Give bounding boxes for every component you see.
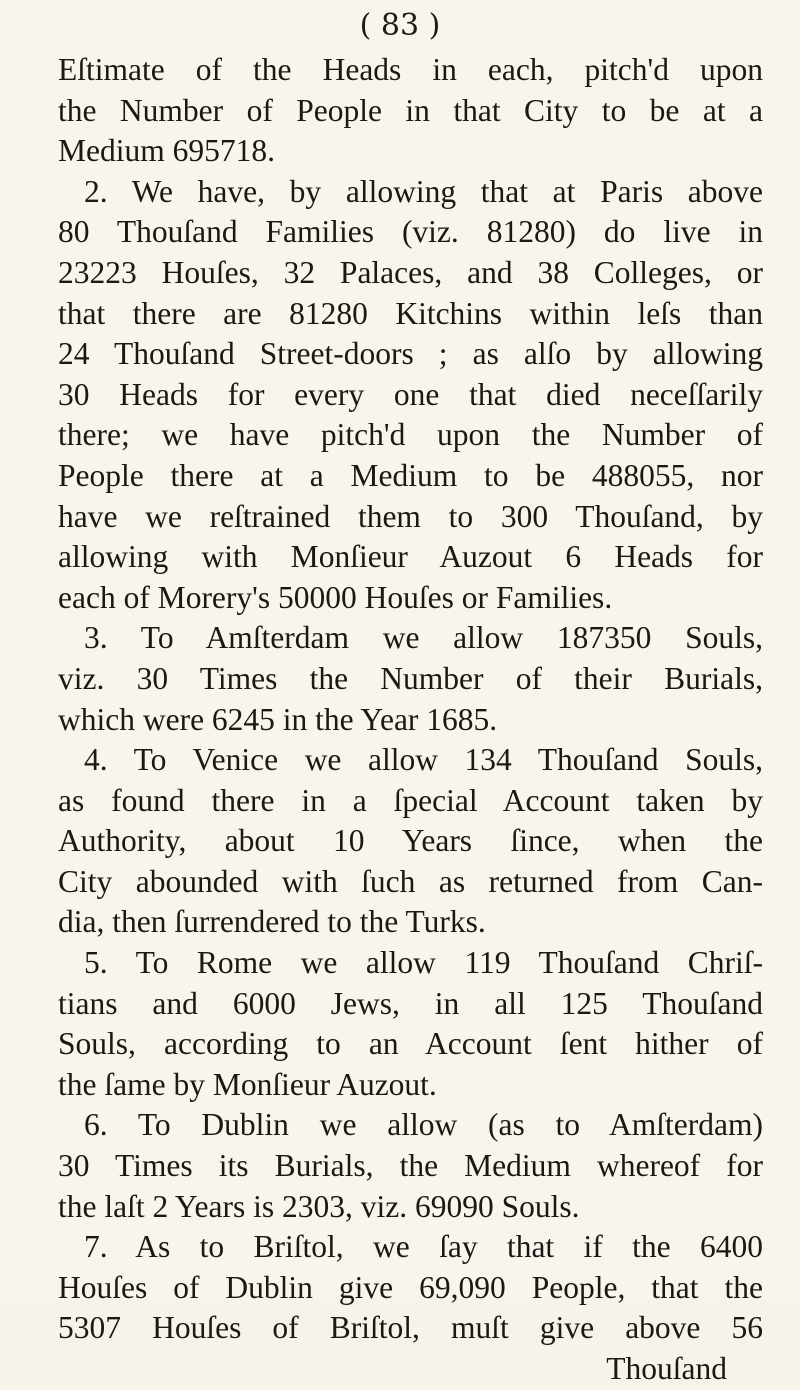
- text-line: there; we have pitch'd upon the Number of: [58, 417, 763, 453]
- text-line: 3. To Amſterdam we allow 187350 Souls,: [84, 620, 763, 656]
- text-line: Eſtimate of the Heads in each, pitch'd upon: [58, 52, 763, 87]
- text-line: Medium 695718.: [58, 133, 275, 169]
- text-line: People there at a Medium to be 488055, nor: [58, 457, 763, 493]
- text-line: the laſt 2 Years is 2303, viz. 69090 Souls.: [58, 1188, 580, 1224]
- text-line: City abounded with ſuch as returned from Can-: [58, 863, 763, 899]
- text-line: 24 Thouſand Street-doors ; as alſo by allowing: [58, 336, 763, 372]
- text-line: the ſame by Monſieur Auzout.: [58, 1066, 437, 1102]
- text-line: 5307 Houſes of Briſtol, muſt give above 56: [58, 1310, 763, 1346]
- text-line: Souls, according to an Account ſent hither of: [58, 1026, 763, 1062]
- text-line: 7. As to Briſtol, we ſay that if the 6400: [84, 1229, 763, 1265]
- text-line: tians and 6000 Jews, in all 125 Thouſand: [58, 985, 763, 1021]
- text-line: each of Morery's 50000 Houſes or Families.: [58, 579, 613, 615]
- text-line: 4. To Venice we allow 134 Thouſand Souls,: [84, 742, 763, 778]
- text-line: that there are 81280 Kitchins within leſs than: [58, 295, 763, 331]
- body-text: [58, 50, 763, 1390]
- text-line: allowing with Monſieur Auzout 6 Heads for: [58, 539, 763, 575]
- text-line: 23223 Houſes, 32 Palaces, and 38 Colleges, or: [58, 254, 763, 290]
- text-line: 5. To Rome we allow 119 Thouſand Chriſ-: [84, 945, 763, 981]
- text-line: viz. 30 Times the Number of their Burials,: [58, 660, 763, 696]
- text-line: as found there in a ſpecial Account taken by: [58, 782, 763, 818]
- text-line: the Number of People in that City to be at a: [58, 92, 763, 128]
- text-line: 80 Thouſand Families (viz. 81280) do live in: [58, 214, 763, 250]
- page-number: ( 83 ): [359, 8, 441, 43]
- text-line: dia, then ſurrendered to the Turks.: [58, 904, 486, 940]
- text-line: 30 Times its Burials, the Medium whereof for: [58, 1148, 763, 1184]
- text-line: 6. To Dublin we allow (as to Amſterdam): [84, 1107, 763, 1143]
- text-line: which were 6245 in the Year 1685.: [58, 701, 498, 737]
- text-line: Authority, about 10 Years ſince, when the: [58, 823, 763, 859]
- text-line: have we reſtrained them to 300 Thouſand, by: [58, 498, 763, 534]
- text-line: Houſes of Dublin give 69,090 People, that the: [58, 1269, 763, 1305]
- text-line: 2. We have, by allowing that at Paris above: [84, 173, 763, 209]
- text-line: 30 Heads for every one that died neceſſarily: [58, 376, 763, 412]
- text-line: Thouſand: [606, 1351, 727, 1386]
